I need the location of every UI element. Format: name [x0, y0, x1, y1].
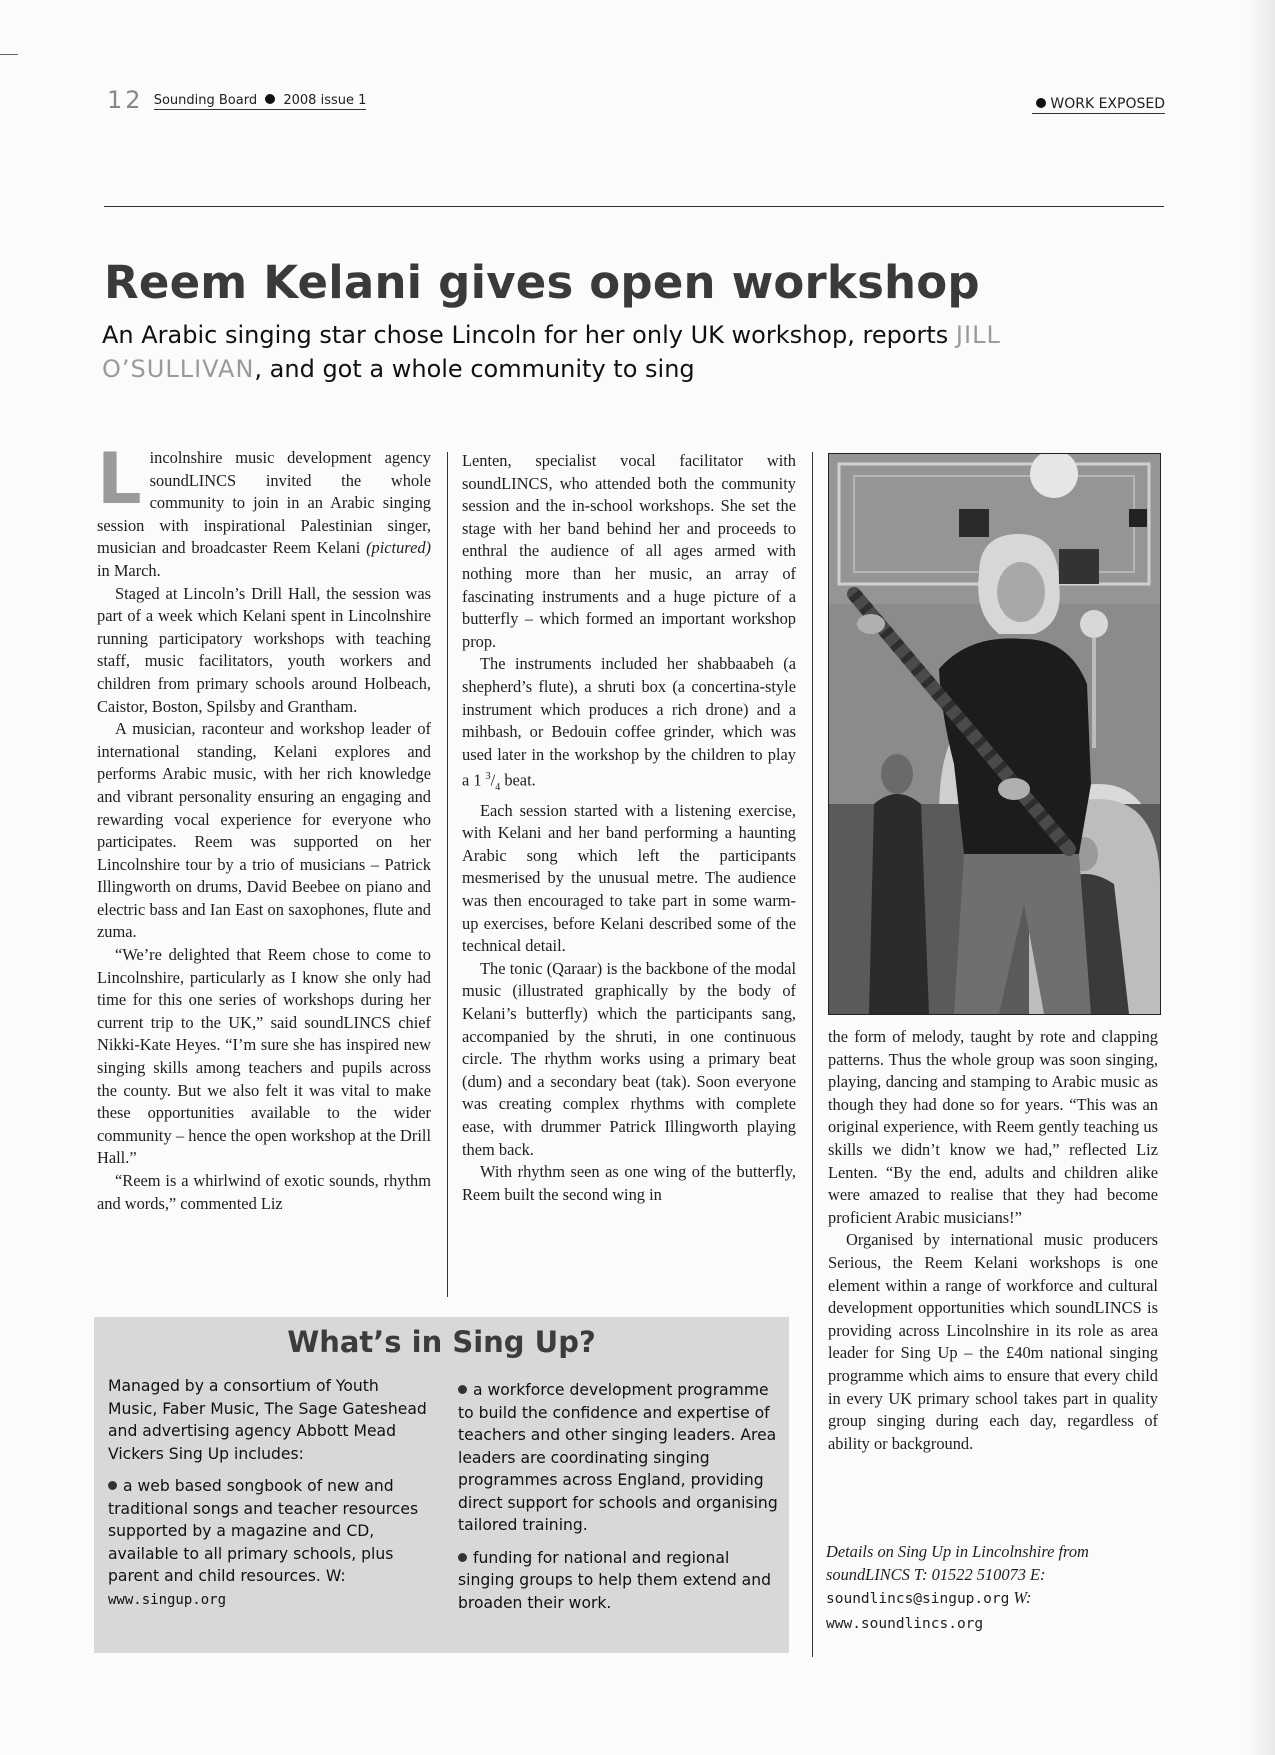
issue-label: 2008 issue 1: [283, 93, 367, 108]
column-divider: [812, 452, 813, 1657]
paragraph: [97, 438, 431, 583]
paragraph-text: beat.: [500, 770, 536, 790]
web-label: W:: [1009, 1588, 1032, 1607]
bullet-dot-icon: [1036, 98, 1046, 108]
sidebar-column-right: [458, 1379, 778, 1624]
section-name: WORK EXPOSED: [1050, 96, 1165, 112]
paragraph: The instruments included her shabbaabeh (a shepherd’s flute), a shruti box (a concertina-style instrument which produces a rich drone) and a mihbash, or Bedouin coffee grinder, which was used later in the workshop by the children to play a 1 $^3/_4$ beat.: [462, 654, 796, 794]
paragraph: The tonic (Qaraar) is the backbone of the modal music (illustrated graphically by the body of Kelani’s butterfly) which the participants sang, accompanied by the shruti, in one continuous circle. The rhythm works using a primary beat (dum) and a secondary beat (tak). Soon everyone was creating complex rhythms with complete ease, with drummer Patrick Illingworth playing them back.: [462, 958, 796, 1159]
contact-details: [826, 1540, 1156, 1636]
paragraph: “We’re delighted that Reem chose to come to Lincolnshire, particularly as I know she only had time for this one series of workshops during her current trip to the UK,” said soundLINCS chief Nikki-Kate Heyes. “I’m sure she has inspired new singing skills among teachers and pupils across the county. But we also felt it was vital to make these opportunities available to the wider community – hence the open workshop at the Drill Hall.”: [97, 945, 431, 1168]
paragraph: Organised by international music producers Serious, the Reem Kelani workshops is one element within a range of workforce and cultural development opportunities which soundLINCS is providing across Lincolnshire in its role as area leader for Sing Up – the £40m national singing programme which aims to ensure that every child in every UK primary school takes part in quality group singing during each day, regardless of ability or background.: [828, 1230, 1158, 1453]
sidebar-item-text: a web based songbook of new and traditional songs and teacher resources supported by a magazine and CD, available to all primary schools, plus parent and child resources. W:: [108, 1477, 419, 1585]
sidebar-item: [458, 1379, 778, 1537]
paragraph: A musician, raconteur and workshop leader of international standing, Kelani explores and performs Arabic music, with her rich knowledge and vibrant personality ensuring an engaging and rewarding vocal experience for everyone who participates. Reem was supported on her Lincolnshire tour by a trio of musicians – Patrick Illingworth on drums, David Beebee on piano and electric bass and Ian East on saxophones, flute and zuma.: [97, 719, 431, 942]
sidebar-intro: Managed by a consortium of Youth Music, Faber Music, The Sage Gateshead and advertising agency Abbott Mead Vickers Sing Up includes:: [108, 1377, 427, 1463]
bullet-dot-icon: [265, 94, 275, 104]
headline: Reem Kelani gives open workshop: [104, 256, 980, 309]
author-byline: JILL O’SULLIVAN: [102, 321, 1001, 383]
standfirst: [102, 318, 1102, 386]
standfirst-text: An Arabic singing star chose Lincoln for her only UK workshop, reports: [102, 321, 949, 349]
website-link[interactable]: www.soundlincs.org: [826, 1616, 984, 1632]
paragraph-text: The instruments included her shabbaabeh (a shepherd’s flute), a shruti box (a concertina-style instrument which produces a rich drone) and a mihbash, or Bedouin coffee grinder, which was used later in the workshop by the children to play a 1: [462, 654, 796, 790]
standfirst-end: , and got a whole community to sing: [254, 355, 695, 383]
article-column-1: [97, 438, 431, 1215]
article-column-3: [828, 1026, 1158, 1455]
publication-name: Sounding Board: [153, 93, 258, 108]
sidebar-item-text: funding for national and regional singing groups to help them extend and broaden their work.: [458, 1548, 772, 1612]
header-rule: [104, 206, 1164, 207]
article-column-2: [462, 450, 796, 1206]
details-text: Details on Sing Up in Lincolnshire from soundLINCS T: 01522 510073 E:: [826, 1542, 1089, 1584]
page-edge-shadow: [1245, 0, 1275, 1755]
running-head: [107, 86, 366, 114]
sidebar-title: What’s in Sing Up?: [287, 1325, 596, 1359]
paragraph: the form of melody, taught by rote and clapping patterns. Thus the whole group was soon singing, playing, dancing and stamping to Arabic music as though they had done so for years. “This was an original experience, with Reem gently teaching us skills we didn’t know we had,” reflected Liz Lenten. “By the end, adults and children alike were amazed to realise that they had become proficient Arabic musicians!”: [828, 1027, 1158, 1227]
singup-link[interactable]: www.singup.org: [108, 1591, 227, 1608]
email-link[interactable]: soundlincs@singup.org: [826, 1591, 1010, 1607]
page-number: 12: [107, 86, 144, 114]
bullet-dot-icon: [458, 1385, 467, 1394]
paragraph-text: in March.: [97, 560, 161, 580]
sidebar-box: [94, 1317, 789, 1653]
sidebar-item: [458, 1547, 778, 1615]
binder-mark: [0, 54, 18, 55]
bullet-dot-icon: [108, 1481, 117, 1490]
fraction-numerator: 3: [485, 771, 491, 783]
paragraph: Staged at Lincoln’s Drill Hall, the session was part of a week which Kelani spent in Lincolnshire running participatory workshops with teaching staff, music facilitators, youth workers and children from primary schools around Holbeach, Caistor, Boston, Spilsby and Grantham.: [97, 583, 431, 716]
sidebar-item-text: a workforce development programme to build the confidence and expertise of teachers and other singing leaders. Area leaders are coordinating singing programmes across England, providing direct support for schools and organising tailored training.: [458, 1381, 778, 1534]
paragraph: Lenten, specialist vocal facilitator with soundLINCS, who attended both the community session and the in-school workshops. She set the stage with her band behind her and proceeds to enthral the audience of all ages armed with nothing more than her music, an array of fascinating instruments and a huge picture of a butterfly – which formed an important workshop prop.: [462, 451, 796, 651]
running-head-text: [154, 93, 367, 110]
photo-illustration: [829, 454, 1160, 1014]
sidebar-column-left: [108, 1375, 428, 1621]
paragraph-text: incolnshire music development agency soundLINCS invited the whole community to join in an Arabic singing session with inspirational Palestinian singer, musician and broadcaster Reem Kelani: [97, 448, 431, 558]
section-tag: [1032, 96, 1165, 114]
paragraph: With rhythm seen as one wing of the butterfly, Reem built the second wing in: [462, 1162, 796, 1204]
bullet-dot-icon: [458, 1553, 467, 1562]
fraction-denominator: 4: [495, 782, 501, 794]
paragraph: Each session started with a listening exercise, with Kelani and her band performing a haunting Arabic song which left the participants mesmerised by the unusual metre. The audience was then encouraged to take part in some warm-up exercises, before Kelani described some of the technical detail.: [462, 800, 796, 956]
column-divider: [447, 452, 448, 1297]
pictured-note: (pictured): [366, 538, 431, 558]
drop-cap: L: [97, 438, 142, 520]
sidebar-item: [108, 1475, 428, 1611]
paragraph: “Reem is a whirlwind of exotic sounds, rhythm and words,” commented Liz: [97, 1171, 431, 1213]
photo-reem-kelani: [828, 453, 1161, 1015]
